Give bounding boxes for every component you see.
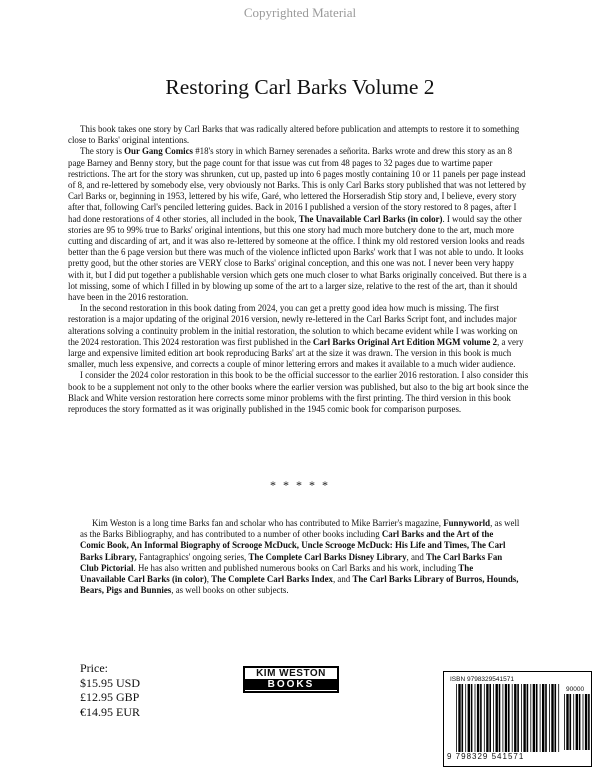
- paragraph-second-restoration: [68, 303, 530, 370]
- barcode-bar: [551, 684, 553, 752]
- barcode-bars: [456, 684, 560, 752]
- barcode-bar: [536, 684, 538, 752]
- barcode-bar: [480, 684, 482, 752]
- text-span: ,: [206, 574, 212, 585]
- barcode-bar: [465, 684, 466, 752]
- paragraph-conclusion: [68, 370, 530, 415]
- book-reference: Carl Barks Original Art Edition MGM volume 2: [312, 336, 498, 347]
- barcode-bar: [530, 684, 531, 752]
- text-span: The story is: [80, 146, 125, 157]
- barcode-bar: [555, 684, 557, 752]
- barcode-bar: [484, 684, 485, 752]
- text-span: , as well as the Barks Bibliography, and has contributed to a number of other books including: [80, 518, 520, 540]
- barcode-bar: [549, 684, 550, 752]
- barcode-bar: [477, 684, 479, 752]
- barcode-bar: [570, 694, 572, 750]
- text-span: Fantagraphics' ongoing series,: [136, 551, 249, 562]
- barcode-bar: [566, 694, 568, 750]
- text-span: , and: [406, 551, 427, 562]
- barcode-bar: [468, 684, 470, 752]
- barcode-bar: [456, 684, 457, 752]
- paragraph-intro: [68, 124, 530, 146]
- barcode-bar: [588, 694, 590, 750]
- barcode-digits: 9 798329 541571: [447, 752, 525, 761]
- barcode-bar: [462, 684, 464, 752]
- barcode-bar: [471, 684, 473, 752]
- barcode-bar: [585, 694, 587, 750]
- book-reference: The Complete Carl Barks Index: [211, 574, 333, 585]
- barcode-bar: [489, 684, 491, 752]
- barcode-bar: [512, 684, 513, 752]
- barcode-bar: [493, 684, 494, 752]
- book-reference: Carl Barks and the Art of the Comic Book, An Informal Biography of Scrooge McDuck, Uncle Scrooge McDuck: His Life and Times, The Carl Barks Library,: [80, 529, 506, 562]
- barcode-bar: [523, 684, 525, 752]
- barcode-bar: [517, 684, 519, 752]
- book-reference: Funnyworld: [443, 518, 491, 528]
- book-title: Restoring Carl Barks Volume 2: [165, 75, 435, 99]
- barcode-bar: [486, 684, 488, 752]
- book-reference: The Complete Carl Barks Disney Library: [248, 551, 407, 562]
- description-text: [68, 124, 530, 415]
- text-span: , a very large and expensive limited edition art book reproducing Barks' art at the size it was drawn. The version in this book is much smaller, much less expensive, and corrects a couple of minor lettering errors and makes it available to a much wider audience.: [68, 336, 524, 370]
- barcode-bar: [564, 694, 565, 750]
- barcode-bar: [576, 694, 578, 750]
- text-span: . He has also written and published numerous books on Carl Barks and his work, including: [133, 562, 459, 573]
- copyright-notice: Copyrighted Material: [243, 5, 357, 20]
- barcode-bar: [458, 684, 460, 752]
- barcode-bar: [505, 684, 507, 752]
- barcode-bar: [573, 694, 574, 750]
- barcode-bar: [499, 684, 501, 752]
- text-span: , and: [332, 574, 353, 585]
- barcode-bar: [542, 684, 544, 752]
- barcode-bar: [579, 694, 581, 750]
- barcode-bar: [540, 684, 541, 752]
- section-separator: * * * * *: [270, 478, 330, 492]
- publisher-logo-line1: KIM WESTON: [256, 668, 326, 679]
- barcode-bar: [533, 684, 535, 752]
- price-block: [80, 661, 140, 719]
- intro-sentence: This book takes one story by Carl Barks that was radically altered before publication and attempts to restore it to something close to Barks' original intentions.: [68, 124, 520, 146]
- barcode-bar: [527, 684, 529, 752]
- barcode-bar: [545, 684, 547, 752]
- author-bio: [80, 518, 520, 596]
- barcode-bar: [521, 684, 522, 752]
- addon-barcode-bars: [564, 694, 590, 750]
- price-usd: $15.95 USD: [80, 675, 141, 690]
- isbn-barcode: [443, 671, 592, 767]
- barcode-bar: [583, 694, 584, 750]
- book-reference: The Carl Barks Library of Burros, Hounds, Bears, Pigs and Bunnies: [80, 574, 519, 596]
- barcode-bar: [475, 684, 476, 752]
- price-label: Price:: [80, 661, 108, 675]
- text-span: #18's story in which Barney serenades a señorita. Barks wrote and drew this story as an 8 page Barney and Benny story, but the page count for that issue was cut from 48 pages to 32 pages due to wartime paper restrictions. The art for the story was shrunken, cut up, pasted up into 6 pages mostly containing 10 or 11 panels per page instead of 8, and re-lettered by somebody else, very obviously not Barks. This is only Carl Barks story published that was not lettered by Carl Barks or, beginning in 1953, lettered by his wife, Garé, who lettered the Horseradish Stip story and, I believe, every story after that, following Carl's penciled lettering guides. Back in 2016 I published a version of the story restored to 8 pages, after I had done restorations of 4 other stories, all included in the book,: [68, 146, 527, 224]
- price-eur: €14.95 EUR: [80, 704, 140, 719]
- book-reference: The Unavailable Carl Barks (in color): [80, 562, 474, 585]
- book-reference: The Carl Barks Fan Club Pictorial: [80, 551, 503, 573]
- publisher-logo: [243, 666, 339, 693]
- barcode-bar: [558, 684, 559, 752]
- comic-title: Our Gang Comics: [124, 146, 193, 157]
- text-span: Kim Weston is a long time Barks fan and scholar who has contributed to Mike Barrier's magazine,: [92, 518, 444, 528]
- isbn-label: ISBN 9798329541571: [450, 676, 514, 683]
- barcode-bar: [508, 684, 510, 752]
- text-span: , as well books on other subjects.: [171, 585, 289, 596]
- text-span: I consider the 2024 color restoration in this book to be the official successor to the earlier 2016 restoration. I also consider this book to be a supplement not only to the other books where the earlier version was published, but also to the big art book since the Black and White version restoration here corrects some minor problems with the first printing. The third version in this book reproduces the story formatted as it was originally published in the 1945 comic book for comparison purposes.: [68, 370, 529, 415]
- barcode-bar: [514, 684, 516, 752]
- text-span: . I would say the other stories are 95 to 99% true to Barks' original intentions, but this one story had much more butchery done to the art, much more cutting and discarding of art, and it was also re-lettered by someone at the office. I think my old restored version looks and reads better than the 6 page version but there was much of the violence inflicted upon Barks' work that I was not able to undo. It looks pretty good, but the other stories are VERY close to Barks' original conception, and this one was not. I never been very happy with it, but I did put together a publishable version which gets one much closer to what Barks originally conceived. But there is a lot missing, some of which I filled in by blowing up some of the art to a larger size, relative to the rest of the art, than it should have been in the 2016 restoration.: [68, 213, 527, 303]
- barcode-bar: [496, 684, 498, 752]
- price-code: 90000: [566, 686, 585, 693]
- book-reference: The Unavailable Carl Barks (in color): [298, 213, 443, 224]
- paragraph-story: [68, 146, 530, 303]
- publisher-logo-line2: BOOKS: [245, 679, 337, 690]
- price-gbp: £12.95 GBP: [80, 690, 140, 704]
- barcode-bar: [503, 684, 504, 752]
- text-span: In the second restoration in this book dating from 2024, you can get a pretty good idea how much is missing. The first restoration is a major updating of the original 2016 version, newly re-lettered in the Carl Barks Script font, and includes major alterations solving a continuity problem in the initial restoration, the solution to which became evident while I was working on the 2024 restoration. This 2024 restoration was first published in the: [68, 303, 518, 347]
